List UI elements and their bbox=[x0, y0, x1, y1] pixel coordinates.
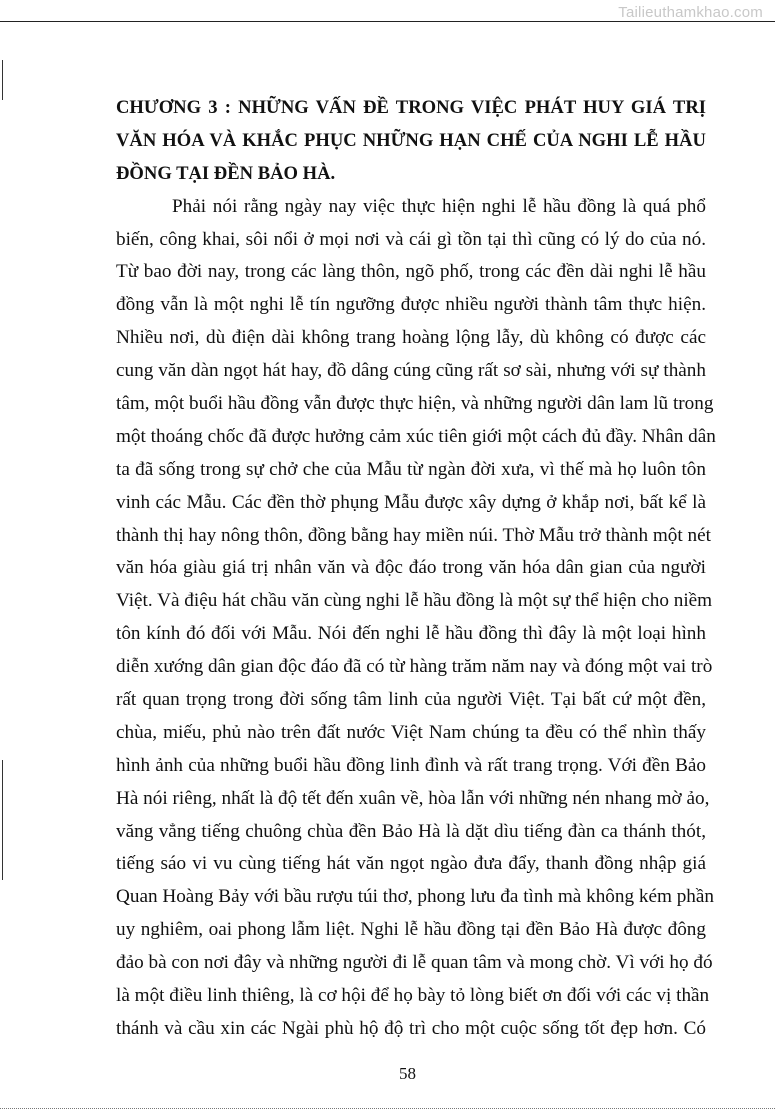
body-line: tôn kính đó đối với Mẫu. Nói đến nghi lễ hầu đồng thì đây là một loại hình bbox=[116, 623, 706, 645]
title-line: CHƯƠNG 3 : NHỮNG VẤN ĐỀ TRONG VIỆC PHÁT HUY GIÁ TRỊ bbox=[116, 97, 706, 118]
body-line: đồng vẫn là một nghi lễ tín ngưỡng được nhiều người thành tâm thực hiện. bbox=[116, 294, 706, 316]
body-line: văng vẳng tiếng chuông chùa đền Bảo Hà là dặt dìu tiếng đàn ca thánh thót, bbox=[116, 820, 706, 842]
body-line: thành thị hay nông thôn, đồng bằng hay miền núi. Thờ Mẫu trở thành một nét bbox=[116, 524, 711, 546]
body-line: biến, công khai, sôi nổi ở mọi nơi và cái gì tồn tại thì cũng có lý do của nó. bbox=[116, 228, 706, 250]
body-line: uy nghiêm, oai phong lẫm liệt. Nghi lễ hầu đồng tại đền Bảo Hà được đông bbox=[116, 919, 706, 941]
body-line: Nhiều nơi, dù điện dài không trang hoàng lộng lẫy, dù không có được các bbox=[116, 327, 706, 349]
scan-edge-top bbox=[0, 21, 775, 22]
scan-edge-left bbox=[2, 60, 3, 100]
body-line: tâm, một buổi hầu đồng vẫn được thực hiện, và những người dân lam lũ trong bbox=[116, 393, 714, 415]
chapter-title bbox=[116, 92, 706, 191]
title-line: ĐỒNG TẠI ĐỀN BẢO HÀ. bbox=[116, 162, 336, 184]
scan-edge-bottom bbox=[0, 1108, 775, 1109]
body-line: Hà nói riêng, nhất là độ tết đến xuân về, hòa lẫn với những nén nhang mờ ảo, bbox=[116, 787, 710, 809]
body-line: là một điều linh thiêng, là cơ hội để họ bày tỏ lòng biết ơn đối với các vị thần bbox=[116, 985, 710, 1007]
body-line: cung văn dàn ngọt hát hay, đồ dâng cúng cũng rất sơ sài, nhưng với sự thành bbox=[116, 360, 706, 382]
page-number: 58 bbox=[399, 1064, 416, 1083]
scan-edge-left bbox=[2, 760, 3, 880]
body-line: đảo bà con nơi đây và những người đi lễ quan tâm và mong chờ. Vì với họ đó bbox=[116, 952, 713, 974]
body-line: rất quan trọng trong đời sống tâm linh của người Việt. Tại bất cứ một đền, bbox=[116, 689, 706, 711]
body-line: ta đã sống trong sự chở che của Mẫu từ ngàn đời xưa, vì thế mà họ luôn tôn bbox=[116, 458, 706, 480]
body-line: một thoáng chốc đã được hưởng cảm xúc tiên giới một cách đủ đầy. Nhân dân bbox=[116, 425, 716, 447]
body-line: tiếng sáo vi vu cùng tiếng hát văn ngọt ngào đưa đẩy, thanh đồng nhập giá bbox=[116, 853, 706, 875]
body-line: văn hóa giàu giá trị nhân văn và độc đáo trong văn hóa dân gian của người bbox=[116, 557, 706, 579]
body-line: vinh các Mẫu. Các đền thờ phụng Mẫu được xây dựng ở khắp nơi, bất kể là bbox=[116, 491, 706, 513]
body-line: Việt. Và điệu hát chầu văn cùng nghi lễ hầu đồng là một sự thể hiện cho niềm bbox=[116, 590, 713, 612]
body-paragraph bbox=[116, 191, 716, 1046]
watermark: Tailieuthamkhao.com bbox=[618, 4, 763, 21]
title-line: VĂN HÓA VÀ KHẮC PHỤC NHỮNG HẠN CHẾ CỦA NGHI LỄ HẦU bbox=[116, 129, 706, 151]
body-line: Từ bao đời nay, trong các làng thôn, ngõ phố, trong các đền dài nghi lễ hầu bbox=[116, 261, 706, 283]
body-line: Phải nói rằng ngày nay việc thực hiện nghi lễ hầu đồng là quá phổ bbox=[172, 195, 706, 217]
body-line: hình ảnh của những buổi hầu đồng linh đình và rất trang trọng. Với đền Bảo bbox=[116, 754, 706, 776]
document-page bbox=[116, 92, 716, 1046]
body-line: Quan Hoàng Bảy với bầu rượu túi thơ, phong lưu đa tình mà không kém phần bbox=[116, 886, 714, 908]
body-line: chùa, miếu, phủ nào trên đất nước Việt Nam chúng ta đều có thể nhìn thấy bbox=[116, 721, 706, 743]
body-line: diễn xướng dân gian độc đáo đã có từ hàng trăm năm nay và đóng một vai trò bbox=[116, 656, 713, 678]
body-line: thánh và cầu xin các Ngài phù hộ độ trì cho một cuộc sống tốt đẹp hơn. Có bbox=[116, 1017, 706, 1039]
